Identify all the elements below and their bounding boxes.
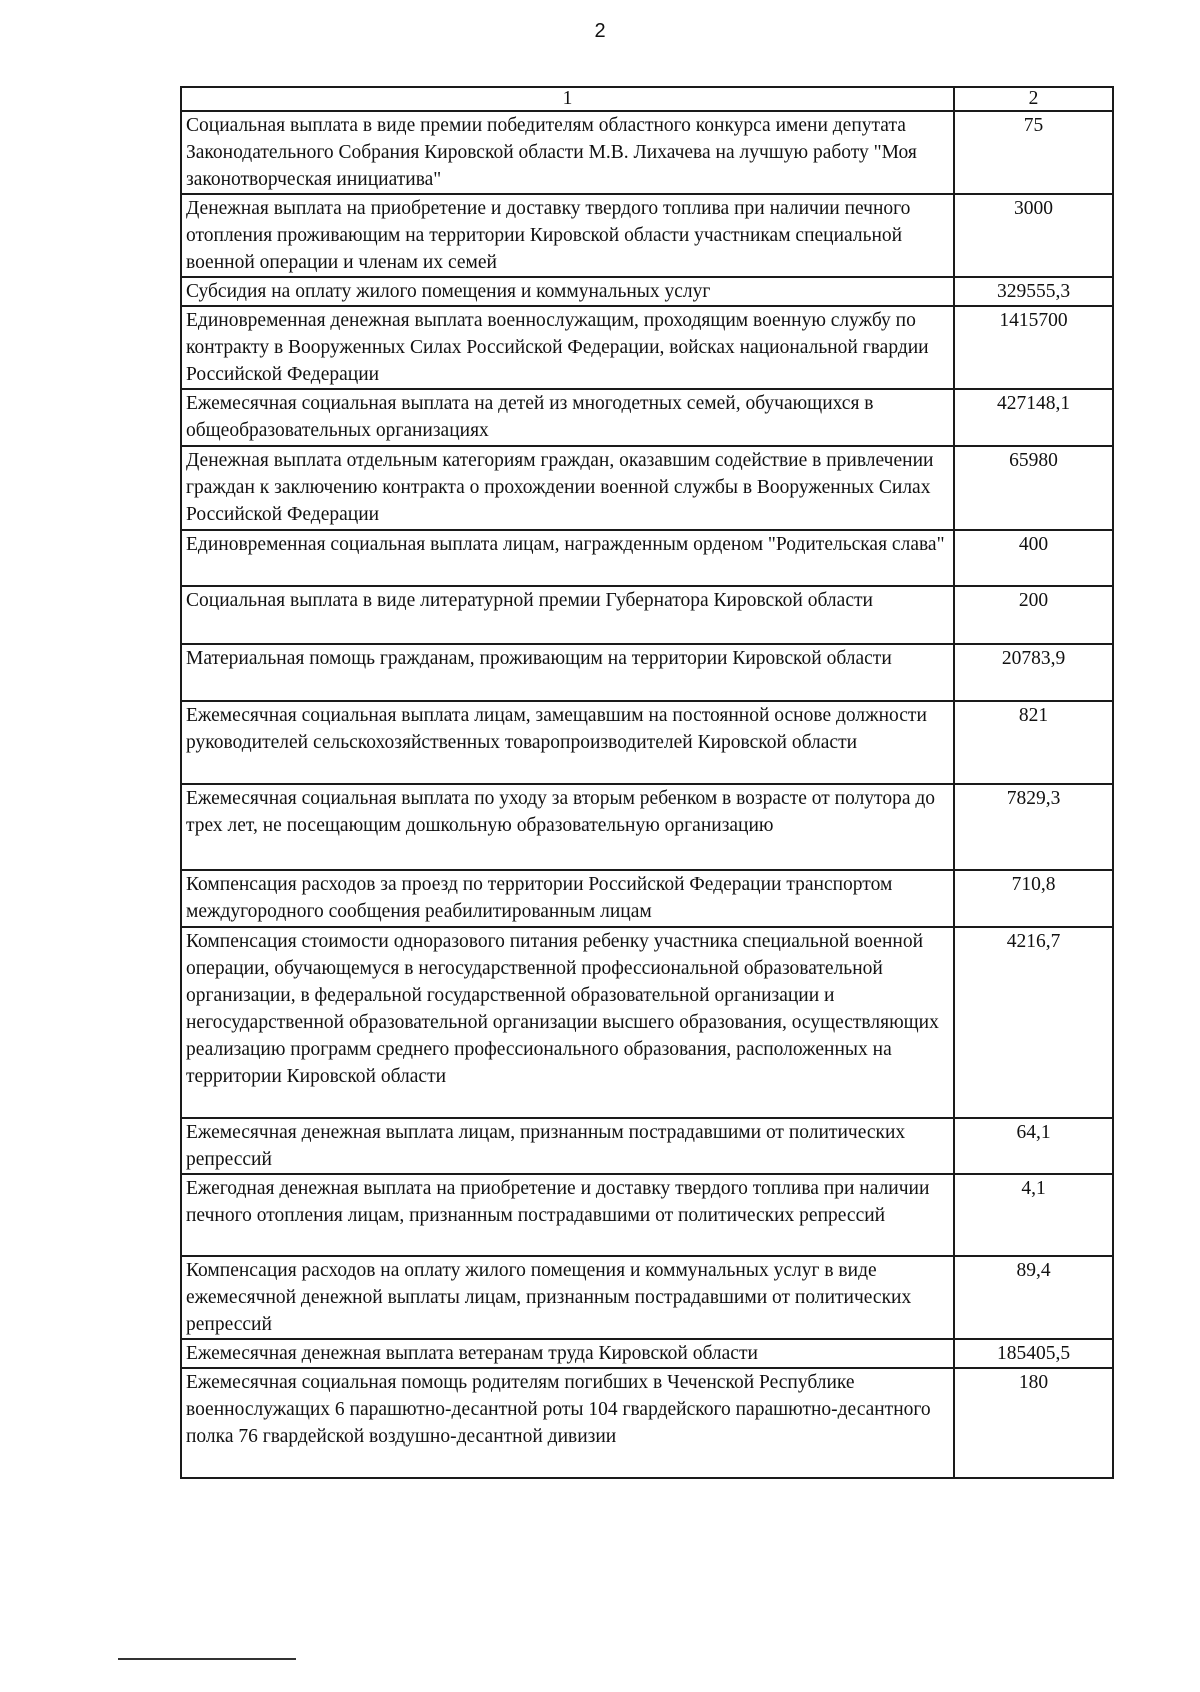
row-description: Ежемесячная социальная выплата лицам, замещавшим на постоянной основе должности руководителей сельскохозяйственных товаропроизводителей Кировской области (181, 701, 954, 784)
row-description: Ежемесячная социальная выплата по уходу за вторым ребенком в возрасте от полутора до трех лет, не посещающим дошкольную образовательную организацию (181, 784, 954, 870)
table-row (181, 586, 1113, 644)
table-row (181, 644, 1113, 701)
table-row (181, 1174, 1113, 1256)
table-row (181, 277, 1113, 306)
footer-divider (118, 1658, 296, 1660)
table-row (181, 870, 1113, 927)
row-value: 400 (954, 530, 1113, 586)
row-description: Материальная помощь гражданам, проживающим на территории Кировской области (181, 644, 954, 701)
row-description: Денежная выплата отдельным категориям граждан, оказавшим содействие в привлечении граждан к заключению контракта о прохождении военной службы в Вооруженных Силах Российской Федерации (181, 446, 954, 530)
row-value: 821 (954, 701, 1113, 784)
table-row (181, 389, 1113, 446)
column-header-2: 2 (954, 87, 1113, 111)
table-row (181, 306, 1113, 389)
header-row (181, 87, 1113, 111)
table-row (181, 530, 1113, 586)
table-row (181, 1339, 1113, 1368)
row-description: Социальная выплата в виде литературной премии Губернатора Кировской области (181, 586, 954, 644)
row-value: 1415700 (954, 306, 1113, 389)
row-description: Единовременная денежная выплата военнослужащим, проходящим военную службу по контракту в Вооруженных Силах Российской Федерации, войсках национальной гвардии Российской Федерации (181, 306, 954, 389)
row-description: Субсидия на оплату жилого помещения и коммунальных услуг (181, 277, 954, 306)
table-row (181, 1256, 1113, 1339)
row-description: Ежемесячная денежная выплата ветеранам труда Кировской области (181, 1339, 954, 1368)
row-value: 185405,5 (954, 1339, 1113, 1368)
page-number: 2 (594, 20, 606, 42)
table-row (181, 701, 1113, 784)
table-row (181, 1368, 1113, 1478)
column-header-1: 1 (181, 87, 954, 111)
row-value: 7829,3 (954, 784, 1113, 870)
row-value: 200 (954, 586, 1113, 644)
row-value: 3000 (954, 194, 1113, 277)
payments-table (180, 86, 1114, 1479)
row-value: 89,4 (954, 1256, 1113, 1339)
row-value: 20783,9 (954, 644, 1113, 701)
row-value: 75 (954, 111, 1113, 194)
table-row (181, 784, 1113, 870)
row-description: Ежегодная денежная выплата на приобретение и доставку твердого топлива при наличии печного отопления лицам, признанным пострадавшими от политических репрессий (181, 1174, 954, 1256)
table-row (181, 927, 1113, 1118)
row-description: Компенсация стоимости одноразового питания ребенку участника специальной военной операции, обучающемуся в негосударственной профессиональной образовательной организации, в федеральной государственной образовательной организации и негосударственной образовательной организации высшего образования, осуществляющих реализацию программ среднего профессионального образования, расположенных на территории Кировской области (181, 927, 954, 1118)
row-description: Социальная выплата в виде премии победителям областного конкурса имени депутата Законодательного Собрания Кировской области М.В. Лихачева на лучшую работу "Моя законотворческая инициатива" (181, 111, 954, 194)
row-description: Ежемесячная социальная выплата на детей из многодетных семей, обучающихся в общеобразовательных организациях (181, 389, 954, 446)
table-row (181, 1118, 1113, 1174)
row-description: Ежемесячная денежная выплата лицам, признанным пострадавшими от политических репрессий (181, 1118, 954, 1174)
table-row (181, 446, 1113, 530)
row-description: Компенсация расходов за проезд по территории Российской Федерации транспортом междугородного сообщения реабилитированным лицам (181, 870, 954, 927)
row-value: 180 (954, 1368, 1113, 1478)
row-value: 329555,3 (954, 277, 1113, 306)
row-description: Компенсация расходов на оплату жилого помещения и коммунальных услуг в виде ежемесячной денежной выплаты лицам, признанным пострадавшими от политических репрессий (181, 1256, 954, 1339)
row-value: 4,1 (954, 1174, 1113, 1256)
row-description: Денежная выплата на приобретение и доставку твердого топлива при наличии печного отопления проживающим на территории Кировской области участникам специальной военной операции и членам их семей (181, 194, 954, 277)
row-value: 64,1 (954, 1118, 1113, 1174)
table-row (181, 111, 1113, 194)
row-description: Ежемесячная социальная помощь родителям погибших в Чеченской Республике военнослужащих 6 парашютно-десантной роты 104 гвардейского парашютно-десантного полка 76 гвардейской воздушно-десантной дивизии (181, 1368, 954, 1478)
row-value: 710,8 (954, 870, 1113, 927)
row-description: Единовременная социальная выплата лицам, награжденным орденом "Родительская слава" (181, 530, 954, 586)
row-value: 4216,7 (954, 927, 1113, 1118)
row-value: 65980 (954, 446, 1113, 530)
table-row (181, 194, 1113, 277)
row-value: 427148,1 (954, 389, 1113, 446)
